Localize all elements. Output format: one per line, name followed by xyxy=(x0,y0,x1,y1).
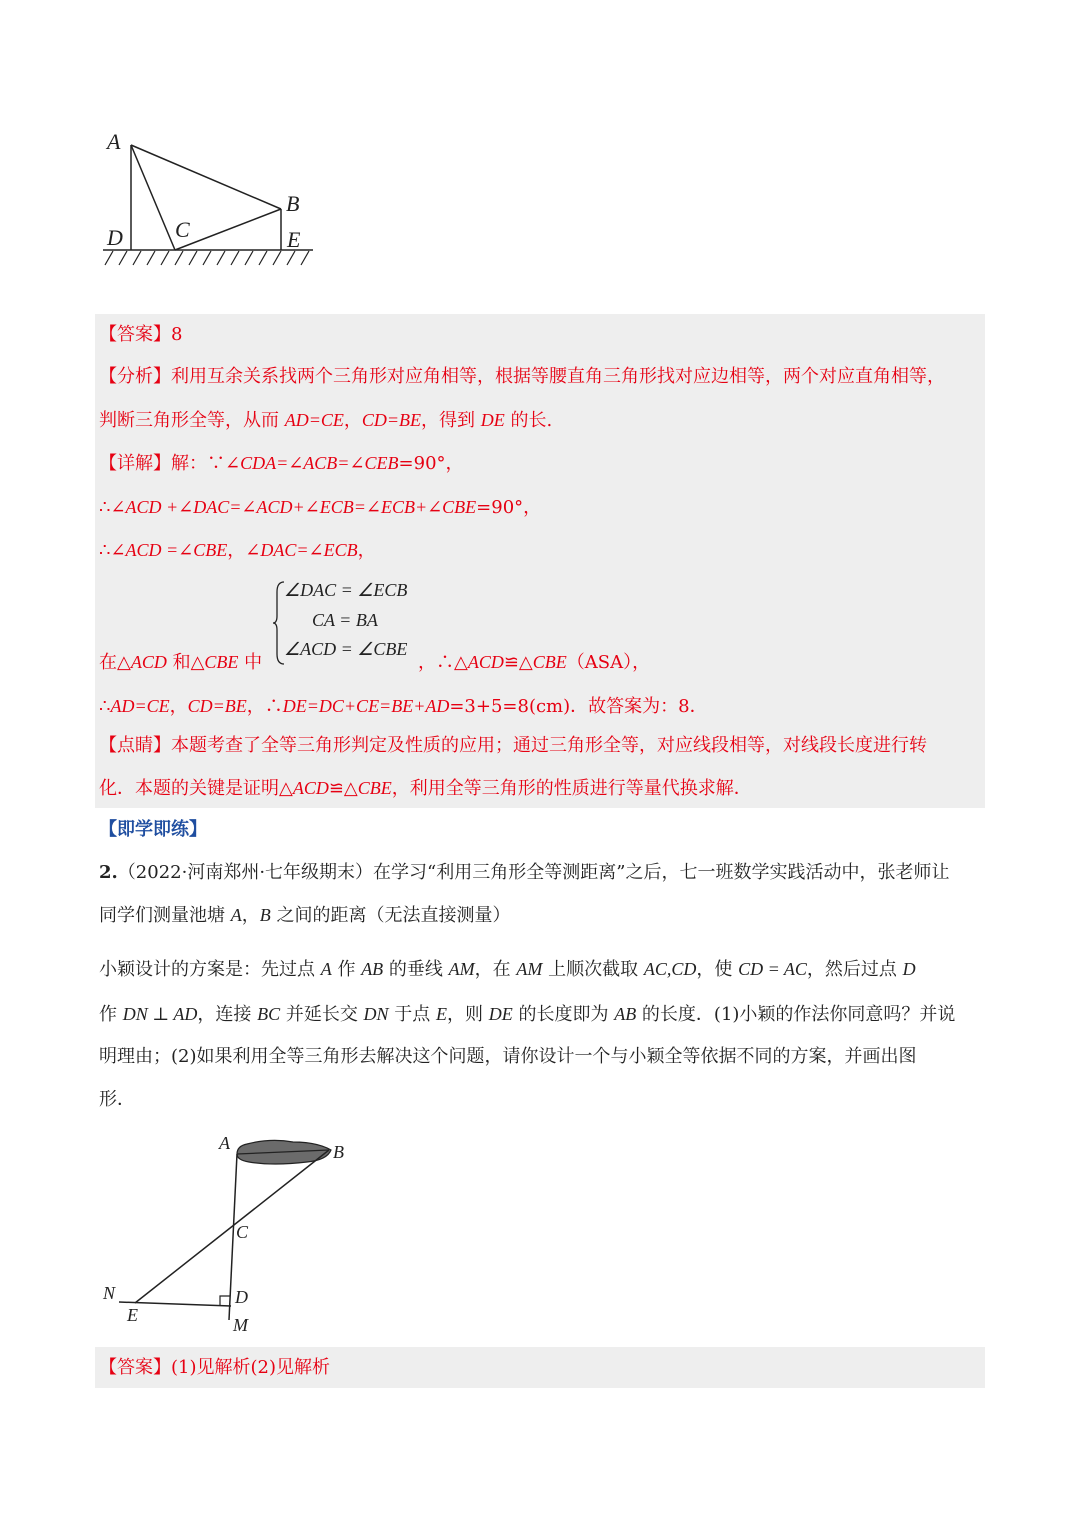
math: ACD xyxy=(292,778,329,798)
text: 作 xyxy=(331,959,362,980)
math: DN ⊥ AD xyxy=(122,1004,198,1024)
text: 的长度即为 xyxy=(512,1004,615,1025)
label-c: C xyxy=(236,1222,249,1242)
text: ， xyxy=(357,540,376,561)
text: ，连接 xyxy=(197,1004,258,1025)
label-m: M xyxy=(233,1315,248,1335)
text: =90°， xyxy=(476,497,542,518)
q1-detail-line4 xyxy=(99,650,262,675)
math: DN xyxy=(363,1004,389,1024)
math: AC,CD xyxy=(643,959,697,979)
practice-heading: 【即学即练】 xyxy=(99,819,207,840)
math: AM xyxy=(516,959,543,979)
text: ≌△ xyxy=(503,652,533,673)
label-b: B xyxy=(286,191,300,216)
text: 的垂线 xyxy=(383,959,449,980)
text: ∴ xyxy=(99,497,111,518)
text: ， xyxy=(343,410,362,431)
math: AD=CE xyxy=(110,696,170,716)
q2-line1 xyxy=(99,861,949,885)
q1-analysis-line2 xyxy=(99,408,552,433)
q2-line2 xyxy=(99,903,510,928)
text: ，∴ xyxy=(246,696,283,717)
math: A xyxy=(230,905,242,925)
math: A xyxy=(320,959,332,979)
q2-line3 xyxy=(99,957,916,982)
math: DE=DC+CE=BE+AD xyxy=(282,696,450,716)
math: CBE xyxy=(357,778,392,798)
math: DE xyxy=(480,410,505,430)
math: AD=CE xyxy=(284,410,344,430)
q2-line5: 明理由；(2)如果利用全等三角形去解决这个问题，请你设计一个与小颖全等依据不同的方案，并画出图 xyxy=(99,1046,917,1067)
text: ，使 xyxy=(696,959,739,980)
text: ，则 xyxy=(447,1004,489,1025)
text: ，然后过点 xyxy=(806,959,903,980)
label-d: D xyxy=(107,225,123,250)
text: ，得到 xyxy=(421,410,481,431)
text: ， xyxy=(241,905,260,926)
math: ∠CDA=∠ACB=∠CEB xyxy=(225,453,399,473)
q1-detail-line5 xyxy=(99,694,708,719)
text: 并延长交 xyxy=(280,1004,364,1025)
label-e: E xyxy=(287,227,301,252)
system-eq2: CA = BA xyxy=(312,610,378,630)
text: ，在 xyxy=(474,959,517,980)
text: 上顺次截取 xyxy=(542,959,644,980)
question-number: 2. xyxy=(99,862,118,883)
answer-tag: 【答案】 xyxy=(99,1357,171,1378)
math: ∠ACD =∠CBE xyxy=(110,540,228,560)
answer-value: 8 xyxy=(171,324,183,345)
math: BC xyxy=(257,1004,281,1024)
math: ACD xyxy=(130,652,167,672)
system-eq3: ∠ACD = ∠CBE xyxy=(284,639,408,659)
label-a: A xyxy=(219,1133,230,1153)
text: 解：∵ xyxy=(171,453,225,474)
math: AB xyxy=(361,959,384,979)
text: ≌△ xyxy=(328,778,358,799)
q2-line6: 形． xyxy=(99,1089,135,1110)
text: ， xyxy=(227,540,246,561)
q1-detail-line1 xyxy=(99,451,464,476)
q2-answer-line xyxy=(99,1356,330,1380)
q1-comment-line2 xyxy=(99,776,752,801)
math: B xyxy=(259,905,271,925)
figure-pond-measurement xyxy=(95,1130,365,1340)
label-c: C xyxy=(175,217,190,242)
text: 的长度．(1)小颖的作法你同意吗？并说 xyxy=(636,1004,956,1025)
analysis-tag: 【分析】 xyxy=(99,366,171,387)
math: AB xyxy=(614,1004,637,1024)
text: 判断三角形全等，从而 xyxy=(99,410,285,431)
q1-comment-line1 xyxy=(99,734,927,758)
math: ∠ACD +∠DAC=∠ACD+∠ECB=∠ECB+∠CBE xyxy=(110,497,477,517)
text: （2022·河南郑州·七年级期末）在学习“利用三角形全等测距离”之后，七一班数学实践活动中，张老师让 xyxy=(117,862,950,883)
math: D xyxy=(902,959,916,979)
text: 作 xyxy=(99,1004,123,1025)
label-e: E xyxy=(127,1305,138,1325)
q1-detail-line3 xyxy=(99,538,376,563)
text: 和△ xyxy=(166,652,205,673)
system-eq1: ∠DAC = ∠ECB xyxy=(284,580,408,600)
text: ∴ xyxy=(99,696,111,717)
text: 中 xyxy=(238,652,263,673)
math: CD=BE xyxy=(361,410,422,430)
math: ∠DAC=∠ECB xyxy=(245,540,358,560)
text: 同学们测量池塘 xyxy=(99,905,231,926)
math: CBE xyxy=(532,652,567,672)
text: =90°， xyxy=(398,453,464,474)
answer-tag: 【答案】 xyxy=(99,324,171,345)
label-a: A xyxy=(107,129,121,154)
math: DE xyxy=(488,1004,513,1024)
q1-detail-line4-conclusion xyxy=(418,650,650,675)
text: 在△ xyxy=(99,652,131,673)
text: 化．本题的关键是证明△ xyxy=(99,778,293,799)
text: （ASA）， xyxy=(566,652,651,673)
q2-line4 xyxy=(99,1002,955,1027)
q1-analysis-line1 xyxy=(99,365,945,389)
text: ，利用全等三角形的性质进行等量代换求解． xyxy=(391,778,752,799)
text: ，∴△ xyxy=(418,652,468,673)
q1-answer-line xyxy=(99,323,182,347)
text: 之间的距离（无法直接测量） xyxy=(270,905,511,926)
text: ， xyxy=(169,696,188,717)
label-d: D xyxy=(235,1287,248,1307)
math: CBE xyxy=(204,652,239,672)
label-n: N xyxy=(103,1283,116,1303)
detail-tag: 【详解】 xyxy=(99,453,171,474)
q1-detail-line2 xyxy=(99,495,541,520)
math: ACD xyxy=(467,652,504,672)
text: =3+5=8(cm)．故答案为：8． xyxy=(449,696,708,717)
text: 本题考查了全等三角形判定及性质的应用；通过三角形全等，对应线段相等，对线段长度进行转 xyxy=(171,735,927,756)
text: 于点 xyxy=(388,1004,437,1025)
text: ∴ xyxy=(99,540,111,561)
label-b: B xyxy=(333,1142,344,1162)
text: 小颖设计的方案是：先过点 xyxy=(99,959,321,980)
answer-text: (1)见解析(2)见解析 xyxy=(171,1357,330,1378)
math: CD=BE xyxy=(187,696,247,716)
math: E xyxy=(436,1004,448,1024)
comment-tag: 【点睛】 xyxy=(99,735,171,756)
math: CD = AC xyxy=(738,959,807,979)
text: 的长. xyxy=(504,410,553,431)
analysis-text: 利用互余关系找两个三角形对应角相等，根据等腰直角三角形找对应边相等，两个对应直角相等， xyxy=(171,366,945,387)
figure-ladder-triangle xyxy=(95,125,325,275)
math: AM xyxy=(448,959,475,979)
